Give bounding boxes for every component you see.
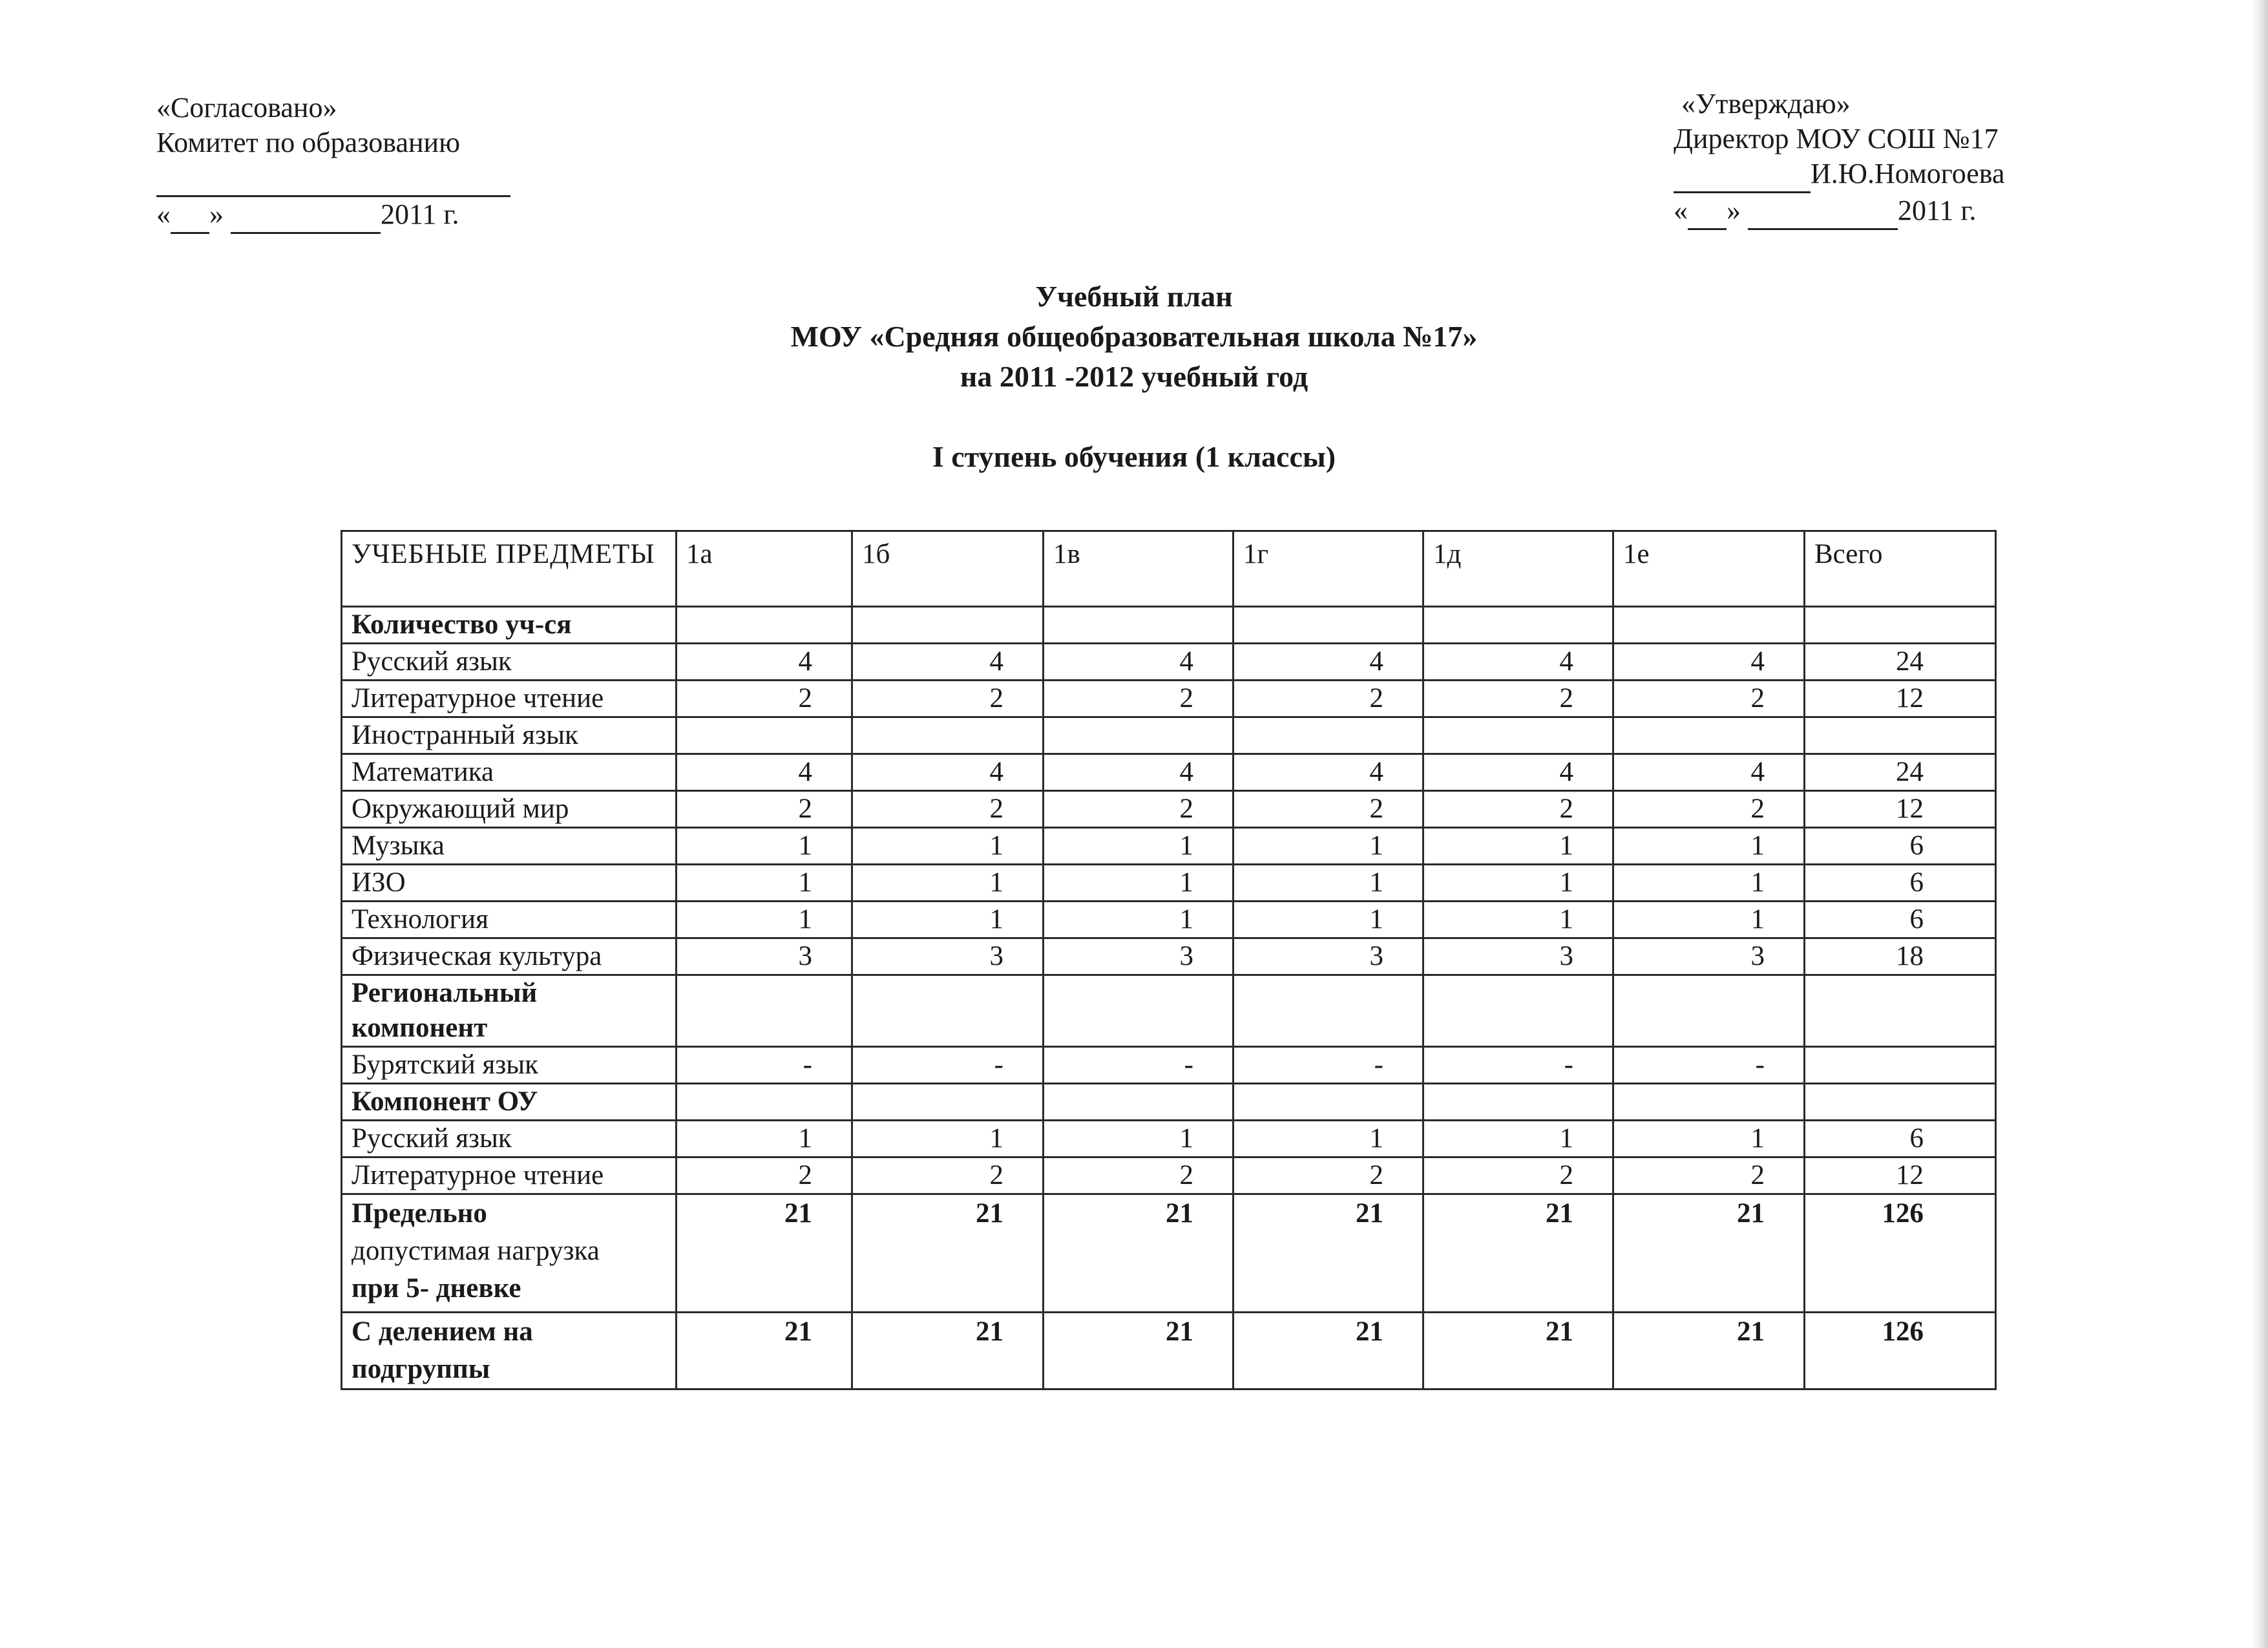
- row-value: 4: [1423, 644, 1613, 681]
- row-value: 4: [1234, 644, 1423, 681]
- row-value: 2: [1423, 681, 1613, 717]
- row-subject: Количество уч-ся: [342, 607, 677, 644]
- row-value: [1613, 717, 1805, 754]
- row-value: 2: [1044, 1157, 1234, 1194]
- row-value: 4: [1613, 754, 1805, 791]
- row-value: [1613, 607, 1805, 644]
- row-value: [1613, 1084, 1805, 1121]
- row-value: 1: [1613, 1121, 1805, 1157]
- row-subject: Технология: [342, 902, 677, 938]
- approval-date: « » 2011 г.: [1674, 193, 2005, 230]
- row-value: 2: [852, 681, 1044, 717]
- row-value: 2: [852, 1157, 1044, 1194]
- row-subject: Русский язык: [342, 1121, 677, 1157]
- row-total: 12: [1805, 681, 1996, 717]
- row-value: 21: [1044, 1313, 1234, 1389]
- row-value: [1234, 975, 1423, 1047]
- row-value: 2: [1044, 681, 1234, 717]
- row-value: [1044, 607, 1234, 644]
- agreement-committee: Комитет по образованию: [156, 127, 460, 158]
- table-row: [342, 607, 1996, 644]
- table-row: [342, 1157, 1996, 1194]
- row-value: 3: [852, 938, 1044, 975]
- row-value: -: [1613, 1047, 1805, 1084]
- row-value: [852, 1084, 1044, 1121]
- row-value: 1: [1423, 1121, 1613, 1157]
- table-body: [342, 607, 1996, 1389]
- table-row: [342, 938, 1996, 975]
- row-value: [1044, 717, 1234, 754]
- row-value: 3: [1234, 938, 1423, 975]
- row-total: 6: [1805, 902, 1996, 938]
- row-total: 18: [1805, 938, 1996, 975]
- row-subject: Музыка: [342, 828, 677, 865]
- header-subjects: УЧЕБНЫЕ ПРЕДМЕТЫ: [342, 531, 677, 607]
- table-row-load: [342, 1194, 1996, 1313]
- row-value: [1234, 607, 1423, 644]
- document-title: [0, 277, 2268, 477]
- row-value: 21: [1234, 1313, 1423, 1389]
- row-value: 1: [677, 1121, 852, 1157]
- row-value: 1: [1044, 828, 1234, 865]
- agreement-heading: «Согласовано»: [156, 92, 337, 123]
- row-value: 4: [852, 644, 1044, 681]
- row-subject: Литературное чтение: [342, 1157, 677, 1194]
- row-value: 3: [1423, 938, 1613, 975]
- row-value: 1: [1613, 865, 1805, 902]
- approval-heading: «Утверждаю»: [1681, 88, 1851, 120]
- table-row: [342, 717, 1996, 754]
- row-value: 21: [677, 1313, 852, 1389]
- row-value: [1423, 1084, 1613, 1121]
- row-value: [852, 975, 1044, 1047]
- table-row: [342, 681, 1996, 717]
- header-total: Всего: [1805, 531, 1996, 607]
- agreement-signature-line: [156, 160, 510, 197]
- row-value: 21: [1613, 1313, 1805, 1389]
- row-value: 4: [1423, 754, 1613, 791]
- row-value: 1: [852, 1121, 1044, 1157]
- row-value: 4: [677, 644, 852, 681]
- header-class-1v: 1в: [1044, 531, 1234, 607]
- row-total: 6: [1805, 828, 1996, 865]
- row-value: 4: [677, 754, 852, 791]
- row-value: 2: [1423, 791, 1613, 828]
- title-year: на 2011 -2012 учебный год: [960, 360, 1308, 393]
- row-value: [677, 975, 852, 1047]
- row-value: 1: [852, 902, 1044, 938]
- row-value: 2: [1234, 791, 1423, 828]
- row-value: 21: [852, 1194, 1044, 1313]
- row-value: [1423, 607, 1613, 644]
- header-class-1g: 1г: [1234, 531, 1423, 607]
- row-total: 12: [1805, 791, 1996, 828]
- row-total: [1805, 1047, 1996, 1084]
- row-value: 2: [1234, 1157, 1423, 1194]
- row-value: 1: [677, 865, 852, 902]
- row-value: 1: [1423, 902, 1613, 938]
- title-plan: Учебный план: [1035, 280, 1233, 313]
- row-value: 4: [1044, 644, 1234, 681]
- row-value: 1: [1234, 902, 1423, 938]
- table-row: [342, 1047, 1996, 1084]
- title-stage: I ступень обучения (1 классы): [932, 440, 1336, 473]
- row-value: 21: [677, 1194, 852, 1313]
- row-value: [677, 1084, 852, 1121]
- row-value: 21: [1613, 1194, 1805, 1313]
- row-subject: Математика: [342, 754, 677, 791]
- row-total: 12: [1805, 1157, 1996, 1194]
- approval-signature: [1674, 156, 2005, 193]
- row-value: 1: [1423, 828, 1613, 865]
- row-value: [852, 607, 1044, 644]
- table-row: [342, 865, 1996, 902]
- row-subject: Предельно допустимая нагрузка при 5- дневке: [342, 1194, 677, 1313]
- row-value: 1: [1234, 1121, 1423, 1157]
- row-total: 6: [1805, 865, 1996, 902]
- row-subject: Региональный компонент: [342, 975, 677, 1047]
- row-value: -: [852, 1047, 1044, 1084]
- row-value: 2: [677, 681, 852, 717]
- row-value: 21: [1423, 1313, 1613, 1389]
- curriculum-table: [341, 530, 1997, 1390]
- table-row: [342, 754, 1996, 791]
- header-class-1b: 1б: [852, 531, 1044, 607]
- row-subject: Бурятский язык: [342, 1047, 677, 1084]
- row-value: -: [1234, 1047, 1423, 1084]
- row-value: 2: [852, 791, 1044, 828]
- agreement-block: [156, 90, 510, 234]
- title-school: МОУ «Средняя общеобразовательная школа №17»: [790, 320, 1478, 353]
- row-value: [677, 607, 852, 644]
- table-row: [342, 975, 1996, 1047]
- row-value: -: [1044, 1047, 1234, 1084]
- row-value: 1: [677, 902, 852, 938]
- row-value: [1613, 975, 1805, 1047]
- row-value: [1234, 717, 1423, 754]
- row-total: 126: [1805, 1194, 1996, 1313]
- row-value: 1: [1613, 902, 1805, 938]
- row-total: 126: [1805, 1313, 1996, 1389]
- header-class-1e: 1е: [1613, 531, 1805, 607]
- row-subject: С делением на подгруппы: [342, 1313, 677, 1389]
- agreement-date: « » 2011 г.: [156, 197, 510, 234]
- row-value: 1: [1044, 1121, 1234, 1157]
- table-row-subgroups: [342, 1313, 1996, 1389]
- row-value: 1: [1423, 865, 1613, 902]
- row-value: 21: [1423, 1194, 1613, 1313]
- row-value: [677, 717, 852, 754]
- row-value: 21: [1234, 1194, 1423, 1313]
- table-row: [342, 644, 1996, 681]
- row-subject: ИЗО: [342, 865, 677, 902]
- row-value: 21: [852, 1313, 1044, 1389]
- row-value: [1423, 717, 1613, 754]
- row-subject: Русский язык: [342, 644, 677, 681]
- row-value: 2: [1044, 791, 1234, 828]
- table-row: [342, 791, 1996, 828]
- row-subject: Окружающий мир: [342, 791, 677, 828]
- row-value: 4: [1613, 644, 1805, 681]
- row-value: [852, 717, 1044, 754]
- row-value: [1044, 1084, 1234, 1121]
- row-value: 2: [677, 1157, 852, 1194]
- row-subject: Литературное чтение: [342, 681, 677, 717]
- row-value: 3: [1613, 938, 1805, 975]
- row-total: 6: [1805, 1121, 1996, 1157]
- row-value: 1: [852, 865, 1044, 902]
- scan-page-edge: [2251, 0, 2268, 1648]
- row-subject: Физическая культура: [342, 938, 677, 975]
- approval-signer-name: И.Ю.Номогоева: [1811, 158, 2005, 189]
- header-class-1d: 1д: [1423, 531, 1613, 607]
- row-value: [1423, 975, 1613, 1047]
- row-value: 1: [1234, 865, 1423, 902]
- row-value: 1: [1234, 828, 1423, 865]
- row-total: [1805, 607, 1996, 644]
- row-value: 2: [1423, 1157, 1613, 1194]
- table-header-row: [342, 531, 1996, 607]
- row-value: 2: [1613, 681, 1805, 717]
- row-total: 24: [1805, 754, 1996, 791]
- row-value: 2: [1613, 791, 1805, 828]
- row-value: [1044, 975, 1234, 1047]
- row-value: 2: [1234, 681, 1423, 717]
- table-row: [342, 902, 1996, 938]
- row-total: [1805, 1084, 1996, 1121]
- row-value: 2: [1613, 1157, 1805, 1194]
- row-value: 2: [677, 791, 852, 828]
- approval-director: Директор МОУ СОШ №17: [1674, 123, 1999, 154]
- row-value: 3: [1044, 938, 1234, 975]
- row-value: 1: [1044, 865, 1234, 902]
- table-row: [342, 828, 1996, 865]
- row-value: 1: [1613, 828, 1805, 865]
- header-class-1a: 1а: [677, 531, 852, 607]
- row-value: -: [1423, 1047, 1613, 1084]
- row-total: [1805, 975, 1996, 1047]
- row-total: [1805, 717, 1996, 754]
- table-row: [342, 1121, 1996, 1157]
- approval-block: [1674, 87, 2005, 230]
- table-row: [342, 1084, 1996, 1121]
- row-value: -: [677, 1047, 852, 1084]
- row-total: 24: [1805, 644, 1996, 681]
- row-value: 1: [852, 828, 1044, 865]
- row-value: 4: [1044, 754, 1234, 791]
- row-value: [1234, 1084, 1423, 1121]
- row-value: 4: [1234, 754, 1423, 791]
- row-subject: Компонент ОУ: [342, 1084, 677, 1121]
- row-value: 4: [852, 754, 1044, 791]
- row-value: 21: [1044, 1194, 1234, 1313]
- row-value: 3: [677, 938, 852, 975]
- row-subject: Иностранный язык: [342, 717, 677, 754]
- row-value: 1: [1044, 902, 1234, 938]
- row-value: 1: [677, 828, 852, 865]
